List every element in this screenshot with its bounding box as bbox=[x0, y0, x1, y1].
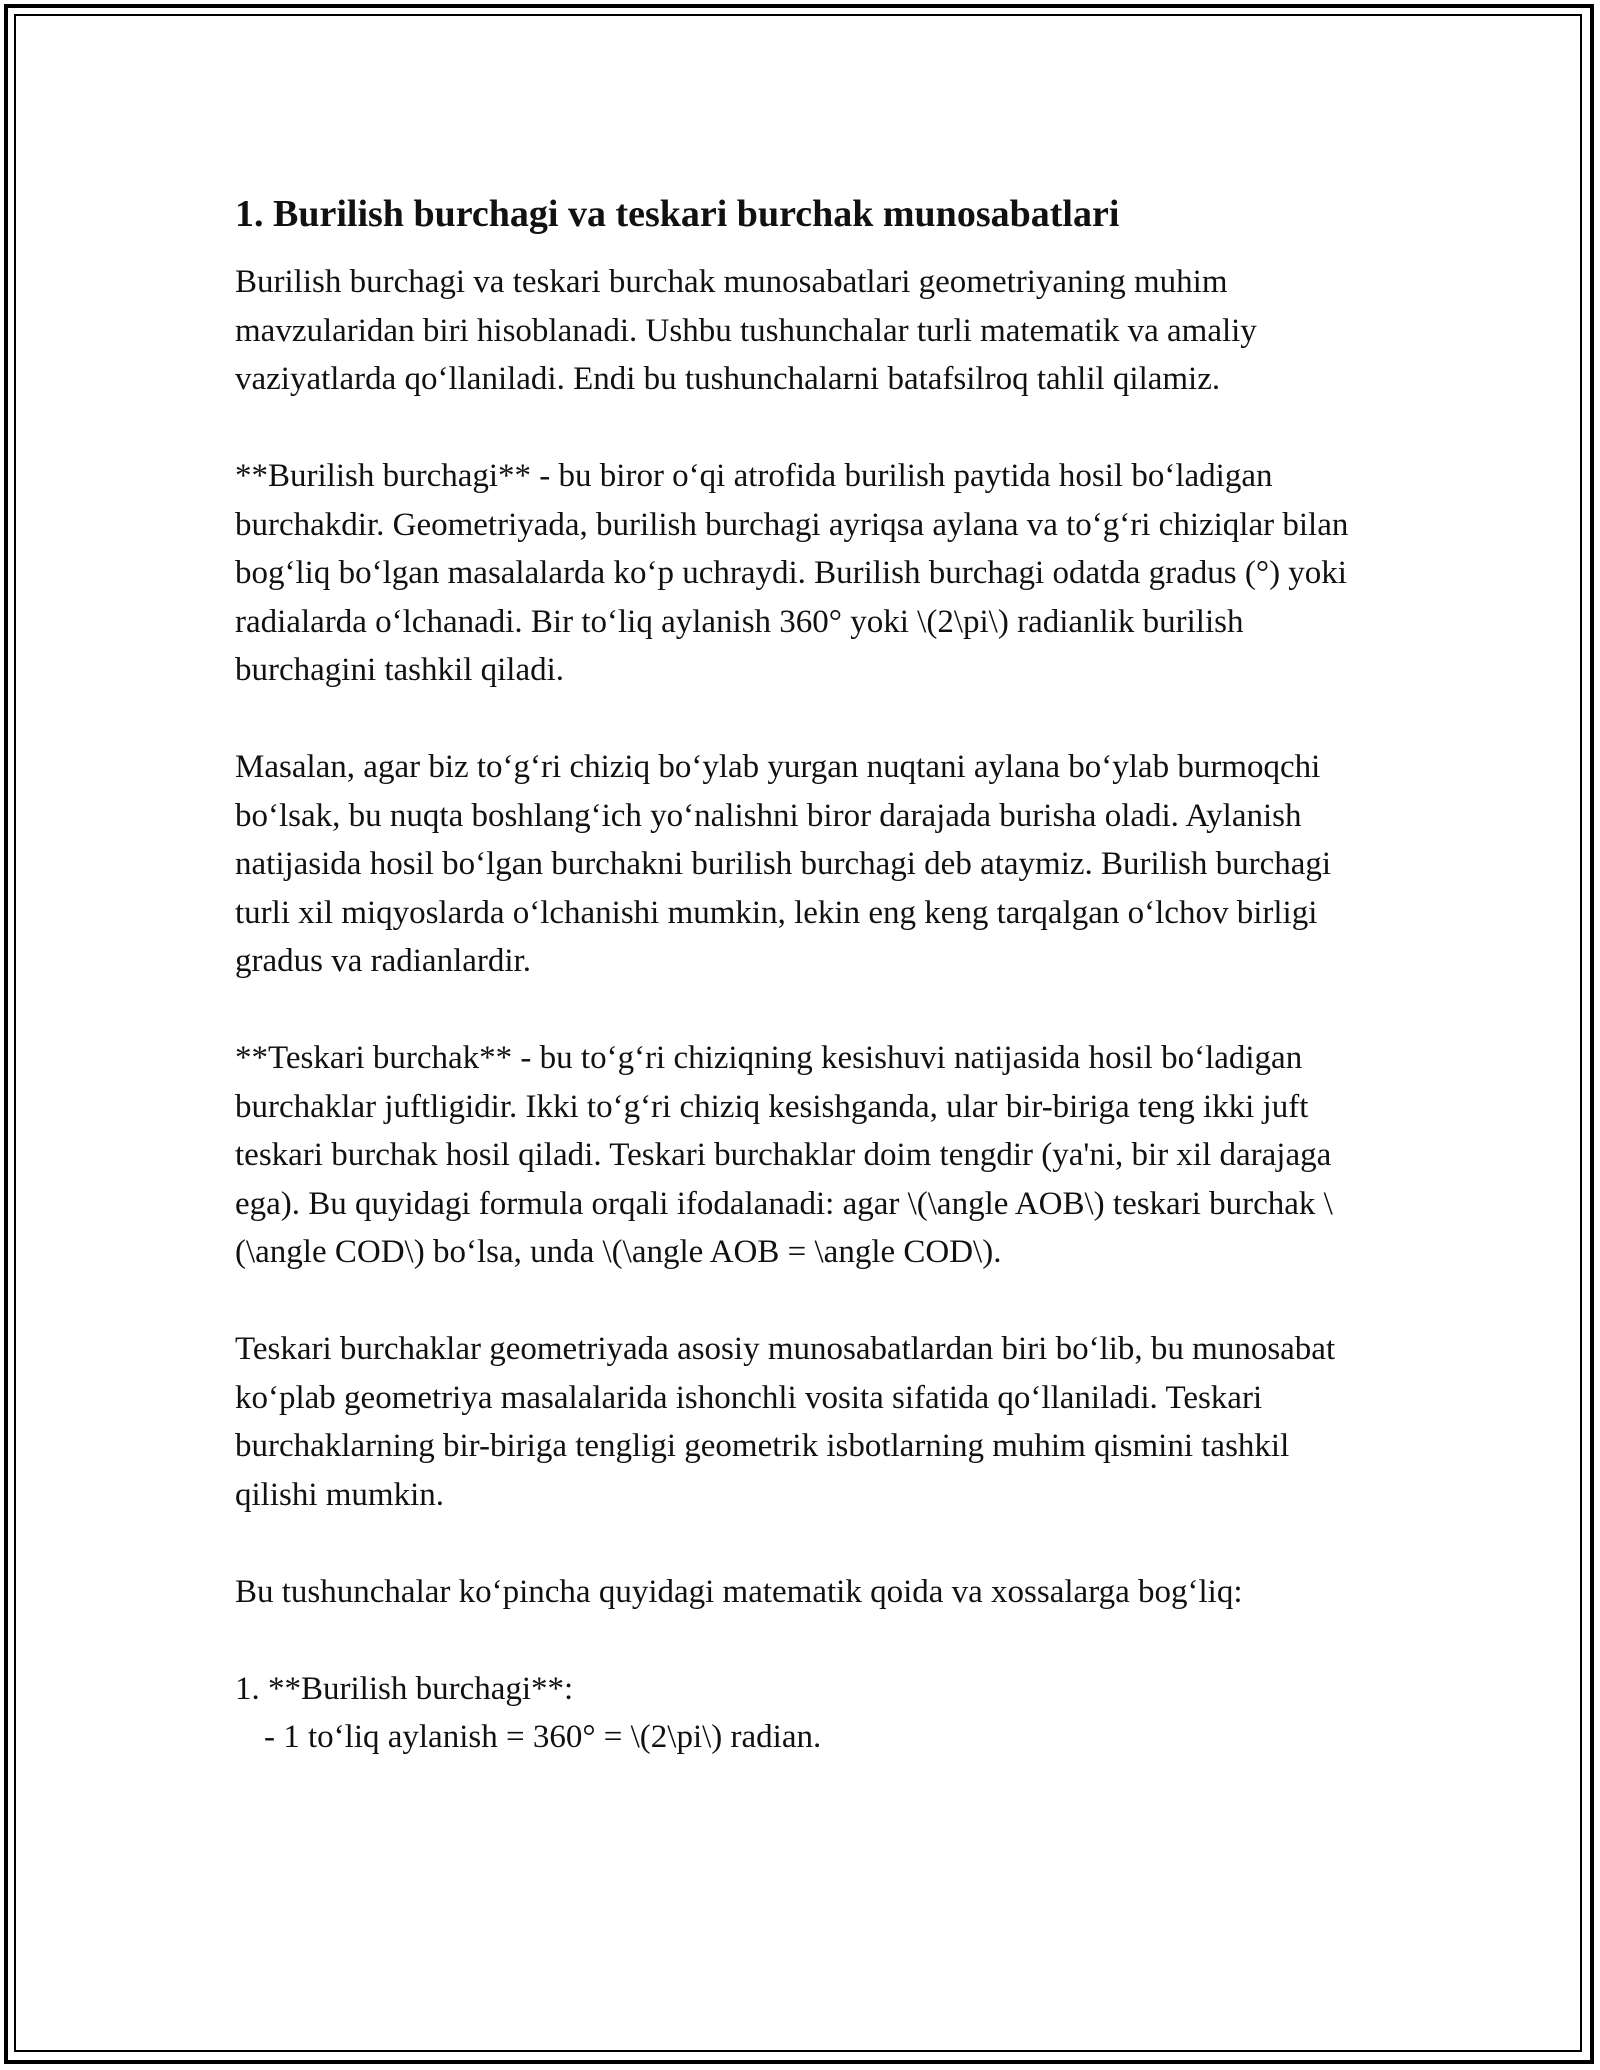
paragraph-vertical-angle-importance: Teskari burchaklar geometriyada asosiy munosabatlardan biri bo‘lib, bu munosabat ko‘plab geometriya masalalarida ishonchli vosita sifatida qo‘llaniladi. Teskari burchaklarning bir-biriga tengligi geometrik isbotlarning muhim qismini tashkil qilishi mumkin. bbox=[235, 1331, 1336, 1513]
paragraph-intro: Burilish burchagi va teskari burchak munosabatlari geometriyaning muhim mavzularidan biri hisoblanadi. Ushbu tushunchalar turli matematik va amaliy vaziyatlarda qo‘llaniladi. Endi bu tushunchalarni batafsilroq tahlil qilamiz. bbox=[235, 264, 1257, 397]
document-body bbox=[235, 188, 1375, 1762]
list-subitem-full-rotation: - 1 to‘liq aylanish = 360° = \(2\pi\) radian. bbox=[264, 1719, 822, 1755]
page-title: 1. Burilish burchagi va teskari burchak munosabatlari bbox=[235, 193, 1120, 235]
paragraph-rotation-example: Masalan, agar biz to‘g‘ri chiziq bo‘ylab yurgan nuqtani aylana bo‘ylab burmoqchi bo‘lsak, bu nuqta boshlang‘ich yo‘nalishni biror darajada burisha oladi. Aylanish natijasida hosil bo‘lgan burchakni burilish burchagi deb ataymiz. Burilish burchagi turli xil miqyoslarda o‘lchanishi mumkin, lekin eng keng tarqalgan o‘lchov birligi gradus va radianlardir. bbox=[235, 749, 1332, 979]
paragraph-rotation-angle-definition: **Burilish burchagi** - bu biror o‘qi atrofida burilish paytida hosil bo‘ladigan burchakdir. Geometriyada, burilish burchagi ayriqsa aylana va to‘g‘ri chiziqlar bilan bog‘liq bo‘lgan masalalarda ko‘p uchraydi. Burilish burchagi odatda gradus (°) yoki radialarda o‘lchanadi. Bir to‘liq aylanish 360° yoki \(2\pi\) radianlik burilish burchagini tashkil qiladi. bbox=[235, 458, 1349, 688]
paragraph-vertical-angle-definition: **Teskari burchak** - bu to‘g‘ri chiziqning kesishuvi natijasida hosil bo‘ladigan burchaklar juftligidir. Ikki to‘g‘ri chiziq kesishganda, ular bir-biriga teng ikki juft teskari burchak hosil qiladi. Teskari burchaklar doim tengdir (ya'ni, bir xil darajaga ega). Bu quyidagi formula orqali ifodalanadi: agar \(\angle AOB\) teskari burchak \(\angle COD\) bo‘lsa, unda \(\angle AOB = \angle COD\). bbox=[235, 1040, 1333, 1270]
paragraph-list-intro: Bu tushunchalar ko‘pincha quyidagi matematik qoida va xossalarga bog‘liq: bbox=[235, 1573, 1243, 1610]
list-item-rotation-angle: 1. **Burilish burchagi**: bbox=[235, 1670, 574, 1707]
